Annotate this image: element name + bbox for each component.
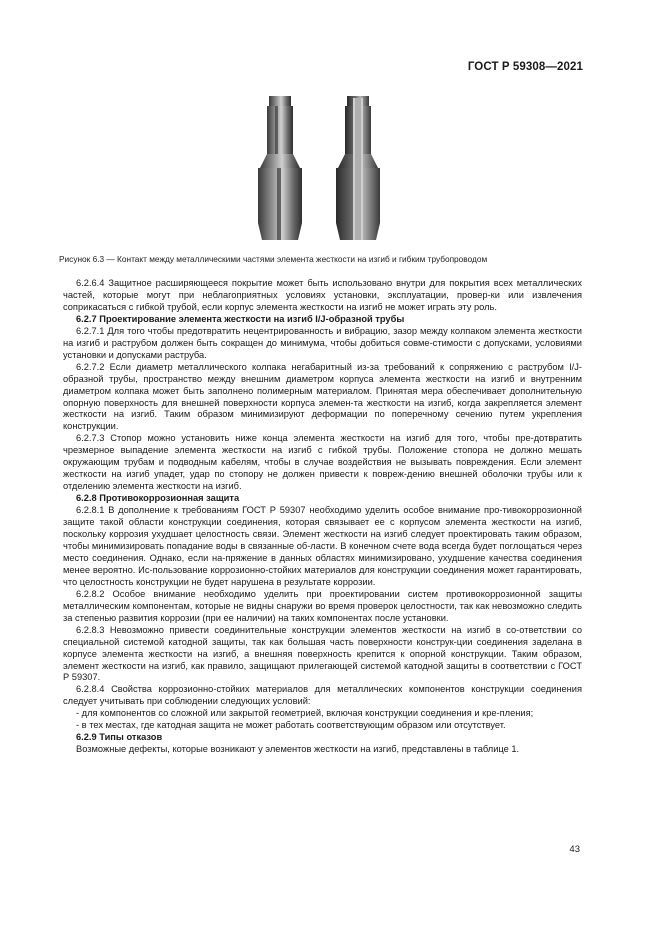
body-text	[63, 278, 582, 756]
list-item-complex-geometry: - для компонентов со сложной или закрытой геометрией, включая конструкции соединения и кре-пления;	[76, 708, 534, 719]
paragraph-6-2-8-1: 6.2.8.1 В дополнение к требованиям ГОСТ Р 59307 необходимо уделить особое внимание про-тивокоррозионной защите такой области конструкции соединения, которая связывает ее с корпусом элемента жесткости на изгиб, поскольку коррозия ухудшает целостность связи. Элемент жесткости на изгиб следует проектировать таким образом, чтобы минимизировать попадание воды в связанные об-ласти. В конечном счете вода всегда будет поглощаться через место соединения. Однако, если на-пряжение в данных областях минимизировано, ухудшение качества соединения менее вероятно. Ис-пользование коррозионно-стойких материалов для конструкции соединения может гарантировать, что целостность конструкции не будет нарушена в результате коррозии.	[63, 505, 582, 587]
bend-stiffener-photos	[250, 93, 400, 243]
heading-6-2-9: 6.2.9 Типы отказов	[76, 732, 163, 743]
paragraph-6-2-8-4: 6.2.8.4 Свойства коррозионно-стойких материалов для металлических компонентов конструкции соединения следует учитывать при соблюдении следующих условий:	[63, 684, 582, 707]
paragraph-defects: Возможные дефекты, которые возникают у элементов жесткости на изгиб, представлены в таблице 1.	[76, 744, 520, 755]
left-stiffener-image	[258, 96, 302, 240]
paragraph-6-2-7-1: 6.2.7.1 Для того чтобы предотвратить нецентрированность и вибрацию, зазор между колпаком элемента жесткости на изгиб и раструбом должен быть сокращен до минимума, чтобы добиться совме-стимости с допусками, условиями установки и допусками раструба.	[63, 325, 582, 360]
heading-6-2-7: 6.2.7 Проектирование элемента жесткости на изгиб I/J-образной трубы	[76, 313, 405, 324]
paragraph-6-2-8-3: 6.2.8.3 Невозможно привести соединительные конструкции элементов жесткости на изгиб в со-ответствии со специальной системой катодной защиты, так как большая часть поверхности конструк-ции соединения заделана в корпусе элемента жесткости на изгиб, а внешняя поверхность крепится к опорной конструкции. Таким образом, элемент жесткости на изгиб, как правило, защищают прилегающей системой катодной защиты в соответствии с ГОСТ Р 59307.	[63, 624, 582, 683]
heading-6-2-8: 6.2.8 Противокоррозионная защита	[76, 493, 240, 504]
paragraph-6-2-6-4: 6.2.6.4 Защитное расширяющееся покрытие может быть использовано внутри для покрытия всех металлических частей, которые могут при неблагоприятных условиях установки, эксплуатации, провер-ки или извлечения соприкасаться с гибкой трубой, если корпус элемента жесткости на изгиб не может играть эту роль.	[63, 278, 582, 312]
list-item-cathodic-protection: - в тех местах, где катодная защита не может работать соответствующим образом или отсутствует.	[76, 720, 506, 731]
page-number: 43	[569, 844, 580, 855]
figure-caption: Рисунок 6.3 — Контакт между металлическими частями элемента жесткости на изгиб и гибким трубопроводом	[59, 254, 488, 264]
paragraph-6-2-7-2: 6.2.7.2 Если диаметр металлического колпака негабаритный из-за требований к сопряжению с раструбом I/J-образной трубы, пространство между внешним диаметром корпуса элемента жесткости на изгиб и внутренним диаметром колпака может быть заполнено полимерным материалом. Принятая мера обеспечивает дополнительную опорную поверхность для внешней поверхности корпуса элемен-та жесткости на изгиб, когда закрепляется элемент жесткости на изгиб. Таким образом минимизируют деформации по поперечному сечению путем укрепления конструкции.	[63, 361, 582, 432]
paragraph-6-2-8-2: 6.2.8.2 Особое внимание необходимо уделить при проектировании систем противокоррозионной защиты металлическим компонентам, которые не видны снаружи во время проверок целостности, так как невозможно следить за степенью развития коррозии (при ее наличии) на таких компонентах после установки.	[63, 588, 582, 623]
document-header: ГОСТ Р 59308—2021	[467, 61, 583, 73]
figure-bend-stiffener-images	[250, 93, 400, 243]
right-stiffener-image	[336, 96, 380, 240]
paragraph-6-2-7-3: 6.2.7.3 Стопор можно установить ниже конца элемента жесткости на изгиб для того, чтобы пре-дотвратить чрезмерное выпадение элемента жесткости на изгиб с гибкой трубы. Положение стопора не должно мешать окружающим трубам и подводным кабелям, чтобы в случае воздействия не вызывать повреждения. Если элемент жесткости на изгиб упадет, удар по стопору не должен привести к повреж-дению внешней оболочки трубы или к отделению элемента жесткости на изгиб.	[63, 433, 582, 492]
